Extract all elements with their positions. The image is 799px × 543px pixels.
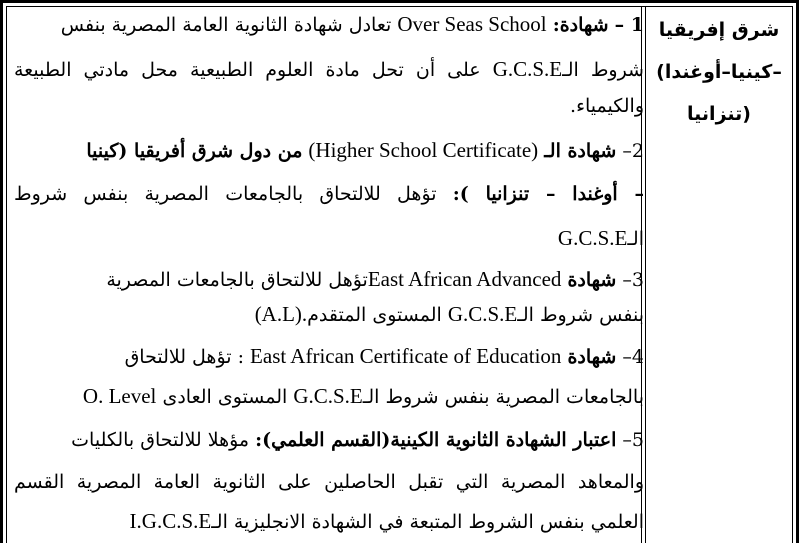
item-3-line-2 [14, 296, 644, 334]
item-5-text-2: والمعاهد المصرية التي تقبل الحاصلين على الثانوية العامة المصرية القسم [14, 471, 644, 493]
item-2-text-2a: – أوغندا – تنزانيا ): [452, 183, 644, 205]
item-3-text-1: تؤهل للالتحاق بالجامعات المصرية [106, 269, 368, 291]
item-5-text-3a: العلمي بنفس الشروط المتبعة في الشهادة الانجليزية الـ [211, 511, 644, 533]
table-border-left-inner [6, 6, 7, 543]
item-1-text-2b: على أن تحل مادة العلوم الطبيعية محل مادتي الطبيعة [14, 59, 481, 81]
item-1-number: 1 – [614, 14, 644, 36]
item-5-igcse: I.G.C.S.E [129, 509, 212, 533]
item-5-text-1: مؤهلا للالتحاق بالكليات [71, 429, 250, 451]
item-4-text-2b: المستوى العادى [162, 386, 288, 408]
item-5-number: 5– [622, 429, 644, 451]
item-2-number: 2– [622, 140, 644, 162]
item-1-latin: Over Seas School [397, 12, 547, 36]
item-1-line-1 [14, 6, 644, 44]
table-border-top [0, 0, 799, 3]
region-line-3: تنزانيا) [687, 103, 751, 125]
item-2-text-3a: الـ [627, 228, 644, 250]
item-2-line-2 [14, 176, 644, 213]
item-2-latin: (Higher School Certificate) [308, 138, 539, 162]
item-4-title: شهادة [567, 346, 617, 368]
item-4-text-2a: بالجامعات المصرية بنفس شروط الـ [362, 386, 644, 408]
item-4-level: O. Level [82, 384, 157, 408]
item-2-gcse: G.C.S.E [557, 226, 628, 250]
item-2-line-3 [14, 220, 644, 258]
item-1-line-2 [14, 51, 644, 89]
item-3-gcse: G.C.S.E [447, 302, 518, 326]
item-3-al: (A.L). [254, 302, 308, 326]
item-1-text-1: تعادل شهادة الثانوية العامة المصرية بنفس [60, 14, 392, 36]
item-1-line-3 [14, 88, 644, 125]
item-1-gcse: G.C.S.E [492, 57, 563, 81]
item-3-text-2a: بنفس شروط الـ [517, 304, 644, 326]
item-4-gcse: G.C.S.E [293, 384, 363, 408]
item-2-line-1 [14, 132, 644, 170]
item-1-text-3: والكيمياء. [570, 95, 644, 117]
item-1-title: شهادة: [552, 14, 609, 36]
region-line-1: شرق إفريقيا [658, 19, 780, 41]
item-2-text-2b: تؤهل للالتحاق بالجامعات المصرية بنفس شروط [14, 183, 437, 205]
item-5-line-3 [14, 503, 644, 541]
item-3-text-2b: المستوى المتقدم [307, 304, 442, 326]
item-2-title: شهادة الـ [544, 140, 617, 162]
item-4-text-1: : تؤهل للالتحاق [124, 346, 244, 368]
item-3-line-1 [14, 261, 644, 299]
item-1-text-2a: شروط الـ [562, 59, 644, 81]
item-5-line-1 [14, 422, 644, 459]
item-4-line-2 [14, 378, 644, 416]
region-line-2: (كينيا–أوغندا– [656, 61, 782, 83]
region-cell [646, 9, 792, 135]
item-3-number: 3– [622, 269, 644, 291]
table-border-right-inner [792, 6, 793, 543]
item-5-title: اعتبار الشهادة الثانوية الكينية(القسم العلمي): [255, 429, 617, 451]
item-4-line-1 [14, 338, 644, 376]
item-2-title-2: من دول شرق أفريقيا (كينيا [86, 140, 303, 162]
item-4-latin: East African Certificate of Education [250, 344, 562, 368]
table-border-left [0, 0, 3, 543]
item-4-number: 4– [622, 346, 644, 368]
item-5-line-2 [14, 464, 644, 501]
item-3-latin: East African Advanced [367, 267, 562, 291]
item-3-title: شهادة [567, 269, 617, 291]
